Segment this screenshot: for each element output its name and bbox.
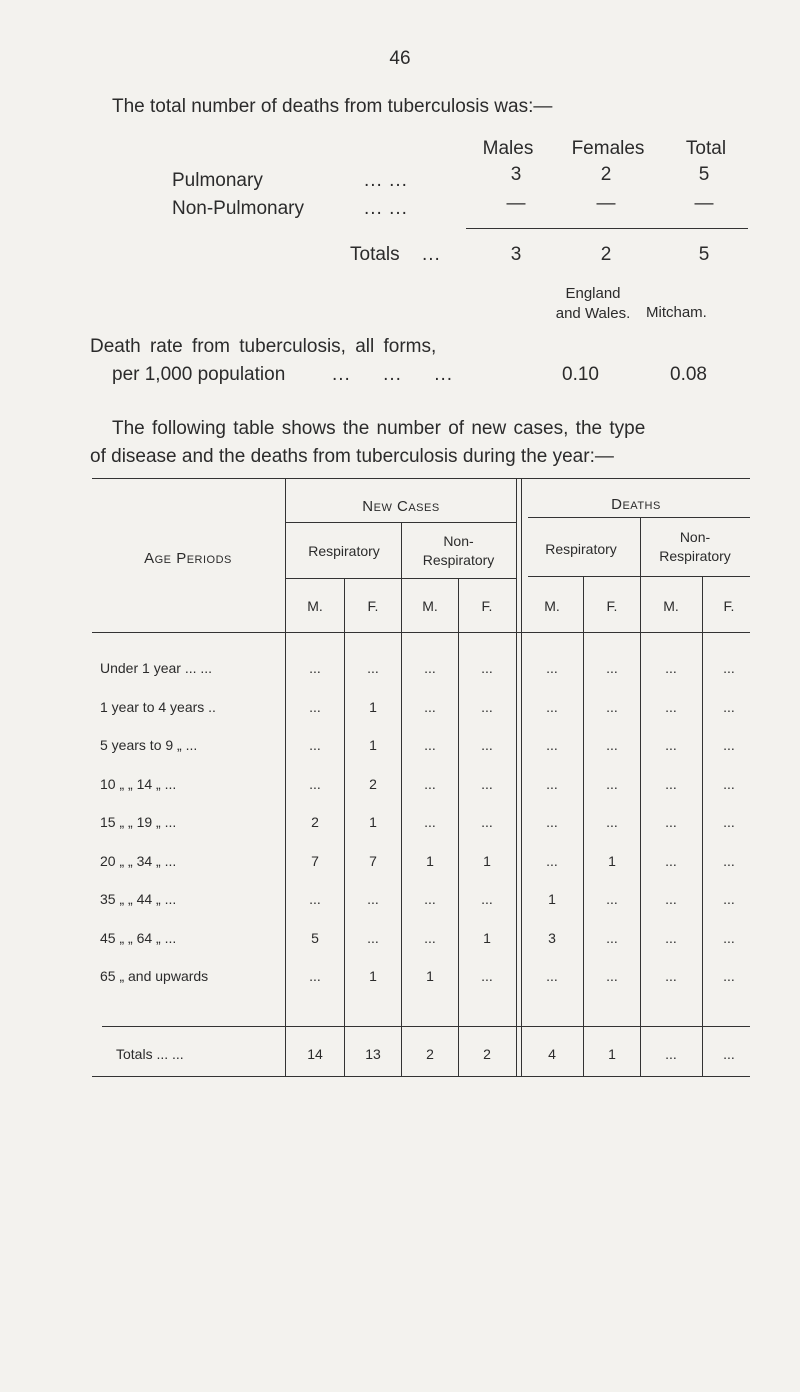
death-rate-label-line1: Death rate from tuberculosis, all forms, [90, 336, 437, 357]
table-cell: ... [481, 891, 493, 907]
sub-header-m: M. [307, 598, 323, 614]
col-header-males: Males [482, 138, 534, 159]
table-cell: ... [367, 660, 379, 676]
table-cell: ... [665, 929, 677, 946]
new-cases-header: New Cases [362, 498, 440, 515]
table-cell: ... [481, 660, 493, 676]
sub-header-f: F. [367, 598, 379, 614]
age-period-label: 20 „ „ 34 „ ... [100, 852, 177, 869]
table-cell: ... [723, 891, 735, 907]
table-cell: 1 [369, 968, 377, 984]
table-cell: 1 [426, 852, 434, 869]
col-divider [521, 478, 522, 1076]
table-cell: 5 [311, 929, 319, 946]
totals-cell: ... [665, 1046, 677, 1062]
table-cell: ... [546, 660, 558, 676]
death-rate-label-line2: per 1,000 population [112, 364, 286, 385]
age-periods-header: Age Periods [144, 550, 232, 567]
totals-cell: 1 [608, 1046, 616, 1062]
table-cell: 1 [548, 891, 556, 907]
sub-header-f: F. [481, 598, 493, 614]
deaths-header: Deaths [611, 496, 661, 513]
col-header-females: Females [571, 138, 645, 159]
table-cell: 1 [369, 737, 377, 753]
age-period-label: 15 „ „ 19 „ ... [100, 814, 177, 830]
table-cell: ... [424, 775, 436, 792]
table-intro-line1: The following table shows the number of new cases, the type [112, 418, 646, 439]
sub-header-f: F. [606, 598, 618, 614]
table-cell: ... [309, 968, 321, 984]
pulmonary-males: 3 [510, 164, 522, 185]
table-cell: ... [481, 775, 493, 792]
totals-cell: 2 [483, 1046, 491, 1062]
table-cell: ... [723, 698, 735, 715]
table-cell: ... [723, 852, 735, 869]
table-cell: ... [546, 775, 558, 792]
row-label-pulmonary: Pulmonary [172, 170, 263, 191]
totals-cell: 2 [426, 1046, 434, 1062]
nc-non-resp-line2: Respiratory [422, 552, 495, 568]
table-top-rule [92, 478, 750, 479]
table-cell: ... [723, 737, 735, 753]
d-respiratory-header: Respiratory [545, 541, 617, 557]
row-dots: ... ... [364, 198, 408, 219]
age-period-label: 65 „ and upwards [100, 968, 209, 984]
nc-non-respiratory-header [401, 532, 516, 570]
table-cell: ... [546, 814, 558, 830]
table-totals-label: Totals ... ... [116, 1046, 184, 1062]
page-number: 46 [389, 48, 411, 69]
table-cell: 1 [608, 852, 616, 869]
age-period-label: 1 year to 4 years .. [100, 698, 216, 715]
mitcham-header: Mitcham. [646, 304, 707, 321]
totals-cell: 14 [307, 1046, 323, 1062]
d-non-resp-line2: Respiratory [659, 548, 731, 564]
table-cell: ... [723, 660, 735, 676]
england-rate-value: 0.10 [562, 364, 599, 385]
table-cell: ... [606, 891, 618, 907]
table-cell: ... [309, 660, 321, 676]
table-cell: ... [481, 814, 493, 830]
totals-top-rule [102, 1026, 750, 1027]
table-cell: ... [546, 852, 558, 869]
table-cell: ... [606, 737, 618, 753]
non-pulmonary-males: — [506, 193, 526, 214]
table-cell: ... [424, 929, 436, 946]
totals-cell: 13 [365, 1046, 381, 1062]
table-cell: ... [309, 698, 321, 715]
d-non-resp-line1: Non- [679, 529, 711, 545]
table-cell: ... [606, 929, 618, 946]
deaths-rule [528, 517, 750, 518]
table-cell: 1 [426, 968, 434, 984]
sub-header-m: M. [663, 598, 679, 614]
table-cell: ... [309, 891, 321, 907]
table-cell: ... [723, 929, 735, 946]
row-label-non-pulmonary: Non-Pulmonary [172, 198, 304, 219]
table-cell: ... [606, 775, 618, 792]
row-dots: ... ... [364, 170, 408, 191]
pulmonary-total: 5 [698, 164, 710, 185]
table-cell: ... [546, 737, 558, 753]
nc-non-resp-line1: Non- [443, 533, 474, 549]
table-cell: ... [546, 968, 558, 984]
intro-text: The total number of deaths from tuberculosis was:— [112, 96, 553, 117]
sub-header-f: F. [723, 598, 735, 614]
table-intro-line2: of disease and the deaths from tuberculosis during the year:— [90, 446, 614, 467]
table-cell: ... [309, 775, 321, 792]
table-cell: ... [481, 968, 493, 984]
table-cell: ... [723, 814, 735, 830]
age-period-label: 35 „ „ 44 „ ... [100, 891, 177, 907]
totals-label: Totals [350, 244, 400, 265]
table-cell: ... [665, 814, 677, 830]
table-cell: ... [723, 968, 735, 984]
table-cell: 2 [369, 775, 377, 792]
sub-header-m: M. [544, 598, 560, 614]
table-cell: ... [665, 737, 677, 753]
d-non-respiratory-header [640, 528, 750, 566]
age-period-label: 5 years to 9 „ ... [100, 737, 198, 753]
table-cell: 1 [369, 814, 377, 830]
table-cell: ... [665, 775, 677, 792]
totals-dots: ... [422, 244, 441, 265]
table-cell: ... [424, 698, 436, 715]
totals-females: 2 [600, 244, 612, 265]
table-cell: 3 [548, 929, 556, 946]
table-cell: ... [546, 698, 558, 715]
table-cell: ... [665, 891, 677, 907]
table-cell: ... [424, 737, 436, 753]
mitcham-rate-value: 0.08 [670, 364, 707, 385]
table-cell: ... [665, 660, 677, 676]
deaths-sub-rule [528, 576, 750, 577]
table-cell: ... [606, 698, 618, 715]
table-cell: ... [723, 775, 735, 792]
col-header-total: Total [685, 138, 727, 159]
table-cell: 7 [369, 852, 377, 869]
totals-rule [466, 228, 748, 229]
table-cell: 7 [311, 852, 319, 869]
header-bottom-rule [92, 632, 750, 633]
table-cell: 1 [483, 852, 491, 869]
table-cell: ... [606, 660, 618, 676]
table-cell: 2 [311, 814, 319, 830]
table-cell: ... [481, 698, 493, 715]
table-cell: ... [606, 814, 618, 830]
totals-cell: ... [723, 1046, 735, 1062]
sub-header-m: M. [422, 598, 438, 614]
non-pulmonary-females: — [596, 193, 616, 214]
table-cell: ... [665, 968, 677, 984]
table-cell: ... [606, 968, 618, 984]
death-rate-dots: ... ... ... [332, 364, 454, 385]
age-period-label: 10 „ „ 14 „ ... [100, 775, 177, 792]
totals-total: 5 [698, 244, 710, 265]
table-cell: ... [481, 737, 493, 753]
table-bottom-rule [92, 1076, 750, 1077]
table-cell: ... [309, 737, 321, 753]
age-period-label: 45 „ „ 64 „ ... [100, 929, 177, 946]
table-cell: ... [424, 814, 436, 830]
table-cell: ... [665, 698, 677, 715]
pulmonary-females: 2 [600, 164, 612, 185]
table-cell: ... [424, 891, 436, 907]
table-cell: 1 [369, 698, 377, 715]
totals-cell: 4 [548, 1046, 556, 1062]
table-cell: 1 [483, 929, 491, 946]
totals-males: 3 [510, 244, 522, 265]
age-period-label: Under 1 year ... ... [100, 660, 213, 676]
non-pulmonary-total: — [694, 193, 714, 214]
table-cell: ... [367, 891, 379, 907]
table-cell: ... [665, 852, 677, 869]
col-divider [516, 478, 517, 1076]
table-cell: ... [367, 929, 379, 946]
england-wales-header [538, 284, 648, 324]
nc-respiratory-header: Respiratory [308, 543, 380, 559]
england-header-line2: and Wales. [555, 305, 631, 322]
england-header-line1: England [565, 285, 621, 302]
table-cell: ... [424, 660, 436, 676]
